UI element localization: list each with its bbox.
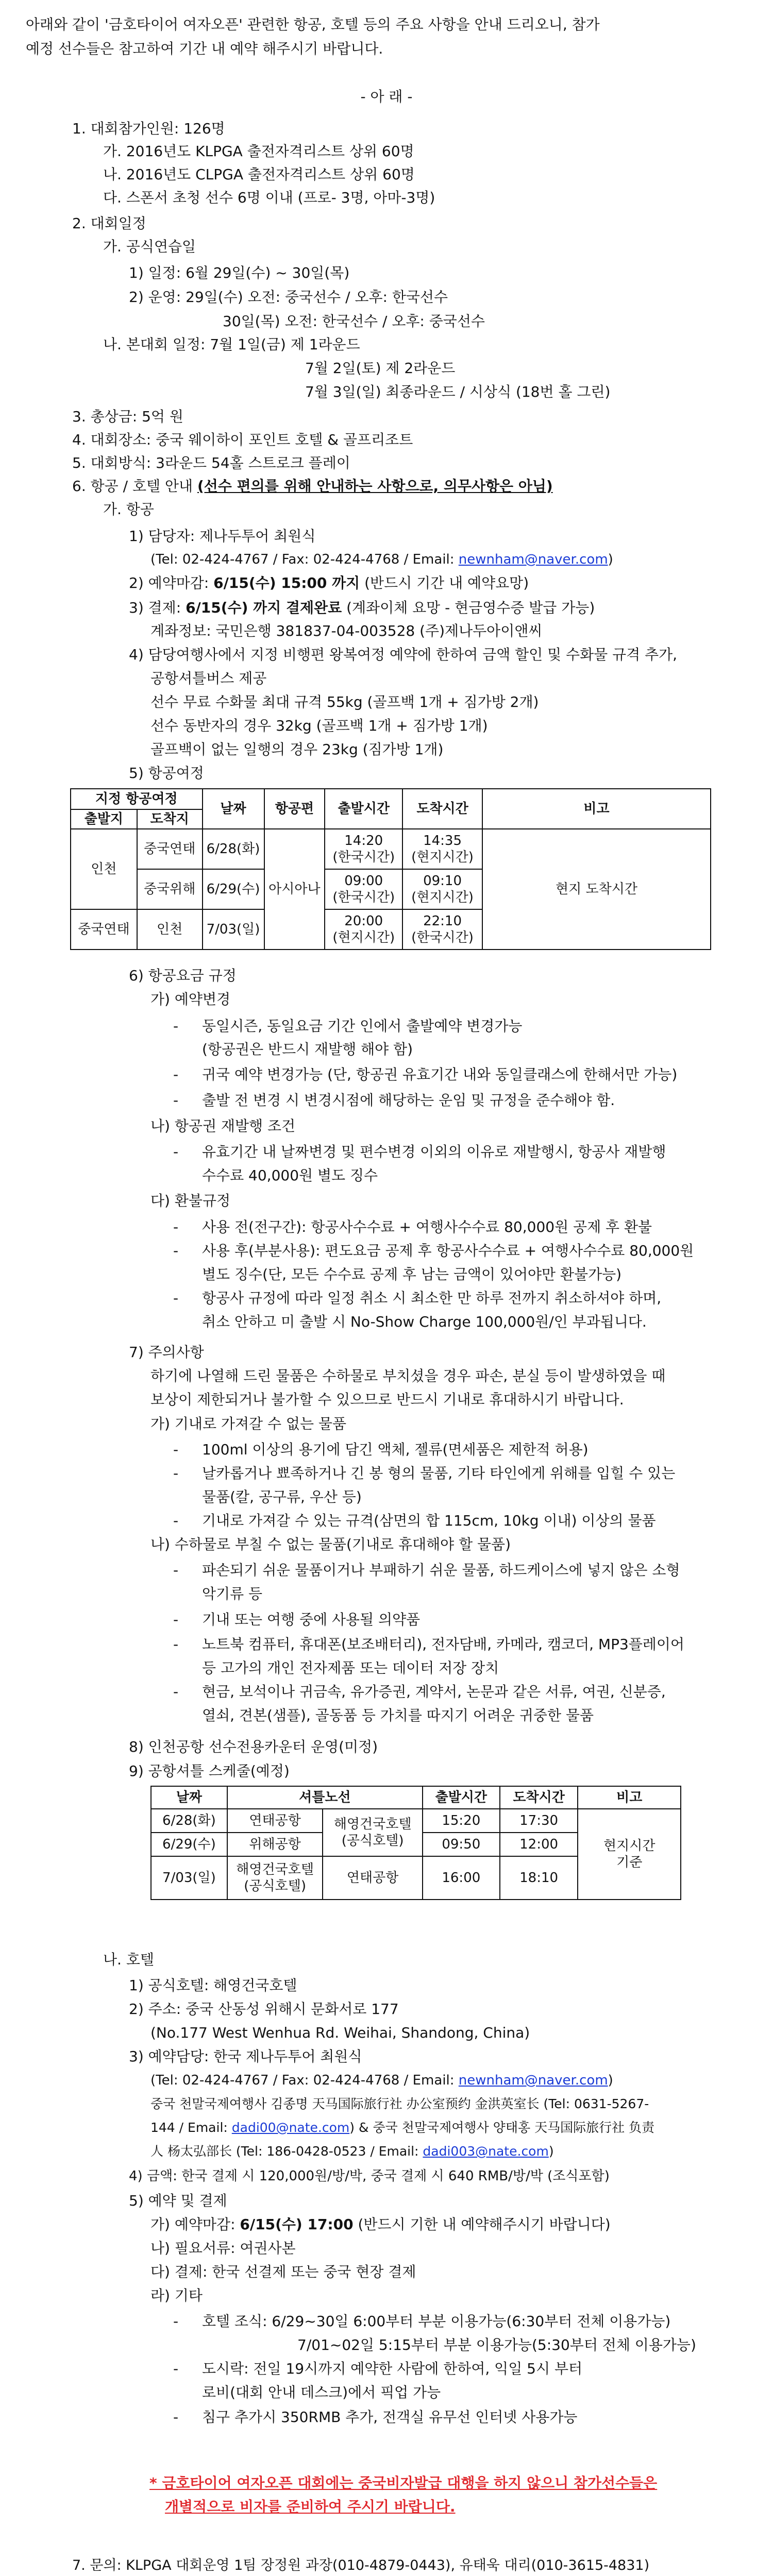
arrival-cell: 17:30 xyxy=(500,1809,578,1833)
origin-cell: 인천 xyxy=(71,829,137,909)
hotel-documents: 나) 필요서류: 여권사본 xyxy=(150,2240,296,2257)
china-agency-contact: 중국 천말국제여행사 김종명 天马国际旅行社 办公室预约 金洪英室长 (Tel: 0631-5267- xyxy=(150,2096,649,2111)
arrival-cell: 14:35 (현지시간) xyxy=(402,829,482,869)
incheon-counter: 8) 인천공항 선수전용카운터 운영(미정) xyxy=(129,1738,378,1755)
list-item: 유효기간 내 날짜변경 및 편수변경 이외의 이유로 재발행시, 항공사 재발행 xyxy=(202,1143,666,1160)
carry-on-heading: 나) 수하물로 부칠 수 없는 물품(기내로 휴대해야 할 물품) xyxy=(150,1536,511,1553)
list-item: 별도 징수(단, 모든 수수료 공제 후 남는 금액이 있어야만 환불가능) xyxy=(202,1266,622,1283)
departure-header: 출발시간 xyxy=(423,1786,500,1809)
baggage-player: 선수 무료 수화물 최대 규격 55kg (골프백 1개 + 짐가방 2개) xyxy=(150,693,539,710)
route-header: 지정 항공여정 xyxy=(71,789,203,809)
section-1-item: 다. 스폰서 초청 선수 6명 이내 (프로- 3명, 아마-3명) xyxy=(103,189,435,206)
bullet-dash: - xyxy=(173,1683,179,1700)
hotel-address: 2) 주소: 중국 산동성 위해시 문화서로 177 xyxy=(129,2001,399,2018)
visa-warning-1: * 금호타이어 여자오픈 대회에는 중국비자발급 대행을 하지 않으니 참가선수들은 xyxy=(149,2475,658,2492)
hotel-deadline: 가) 예약마감: 6/15(수) 17:00 (반드시 기한 내 예약해주시기 바랍니다) xyxy=(150,2216,611,2233)
arrival-cell: 09:10 (현지시간) xyxy=(402,869,482,909)
date-cell: 6/28(화) xyxy=(203,829,264,869)
practice-operation: 2) 운영: 29일(수) 오전: 중국선수 / 오후: 한국선수 xyxy=(129,289,448,306)
arrival-header: 도착시간 xyxy=(500,1786,578,1809)
list-item: 수수료 40,000원 별도 징수 xyxy=(202,1167,378,1184)
flight-itinerary-heading: 5) 항공여정 xyxy=(129,765,204,782)
bullet-dash: - xyxy=(173,1066,179,1083)
caution-text: 보상이 제한되거나 불가할 수 있으므로 반드시 기내로 휴대하시기 바랍니다. xyxy=(150,1391,624,1408)
list-item: 취소 안하고 미 출발 시 No-Show Charge 100,000원/인 부과됩니다. xyxy=(202,1313,647,1330)
china-agency-contact-2: 144 / Email: dadi00@nate.com) & 중국 천말국제여행사 양태홍 天马国际旅行社 负责 xyxy=(150,2120,655,2135)
air-heading: 가. 항공 xyxy=(103,501,154,518)
hotel-contact-details: (Tel: 02-424-4767 / Fax: 02-424-4768 / Email: newnham@naver.com) xyxy=(150,2073,613,2088)
origin-cell: 중국연태 xyxy=(71,909,137,950)
list-item: 100ml 이상의 용기에 담긴 액체, 젤류(면세품은 제한적 허용) xyxy=(202,1441,589,1458)
fare-rules-heading: 6) 항공요금 규정 xyxy=(129,967,237,984)
note-header: 비고 xyxy=(482,789,711,829)
list-item: 항공사 규정에 따라 일정 취소 시 최소한 만 하루 전까지 취소하셔야 하며, xyxy=(202,1290,662,1307)
list-item: 호텔 조식: 6/29~30일 6:00부터 부분 이용가능(6:30부터 전체 이용가능) xyxy=(202,2313,671,2330)
rebooking-heading: 가) 예약변경 xyxy=(150,991,231,1008)
to-cell: 해영건국호텔 (공식호텔) xyxy=(323,1809,423,1856)
bullet-dash: - xyxy=(173,2409,179,2426)
note-cell: 현지시간 기준 xyxy=(578,1809,681,1900)
list-item: 노트북 컴퓨터, 휴대폰(보조배터리), 전자담배, 카메라, 캠코더, MP3플레이어 xyxy=(202,1636,684,1653)
reissue-heading: 나) 항공권 재발행 조건 xyxy=(150,1117,296,1134)
list-item: 물품(칼, 공구류, 우산 등) xyxy=(202,1488,362,1505)
visa-warning-2: 개별적으로 비자를 준비하여 주시기 바랍니다. xyxy=(165,2498,456,2515)
main-event-schedule: 나. 본대회 일정: 7월 1일(금) 제 1라운드 xyxy=(103,336,360,353)
destination-cell: 인천 xyxy=(137,909,203,950)
list-item: (항공권은 반드시 재발행 해야 함) xyxy=(202,1041,413,1058)
date-cell: 6/29(수) xyxy=(151,1833,227,1856)
arrival-cell: 12:00 xyxy=(500,1833,578,1856)
china-agency-contact-3: 人 杨太弘部长 (Tel: 186-0428-0523 / Email: dadi003@nate.com) xyxy=(150,2144,554,2159)
practice-heading: 가. 공식연습일 xyxy=(103,238,196,255)
baggage-companion: 선수 동반자의 경우 32kg (골프백 1개 + 짐가방 1개) xyxy=(150,717,488,734)
route-header: 셔틀노선 xyxy=(227,1786,423,1809)
hotel-payment: 다) 결제: 한국 선결제 또는 중국 현장 결제 xyxy=(150,2263,416,2280)
center-title: - 아 래 - xyxy=(360,88,413,105)
intro-line-2: 예정 선수들은 참고하여 기간 내 예약 해주시기 바랍니다. xyxy=(26,40,383,57)
shuttle-heading: 9) 공항셔틀 스케줄(예정) xyxy=(129,1762,290,1780)
list-item: 기내로 가져갈 수 있는 규격(삼면의 합 115cm, 10kg 이내) 이상의 물품 xyxy=(202,1512,656,1529)
section-1-title: 1. 대회참가인원: 126명 xyxy=(72,120,225,137)
air-contact-details: (Tel: 02-424-4767 / Fax: 02-424-4768 / Email: newnham@naver.com) xyxy=(150,552,613,567)
email-link[interactable]: newnham@naver.com xyxy=(458,2073,608,2088)
email-link[interactable]: dadi003@nate.com xyxy=(423,2144,549,2159)
list-item: 귀국 예약 변경가능 (단, 항공권 유효기간 내와 동일클래스에 한해서만 가능) xyxy=(202,1066,678,1083)
list-item: 동일시즌, 동일요금 기간 인에서 출발예약 변경가능 xyxy=(202,1018,523,1035)
list-item: 사용 전(전구간): 항공사수수료 + 여행사수수료 80,000원 공제 후 환불 xyxy=(202,1218,652,1235)
list-item: 기내 또는 여행 중에 사용될 의약품 xyxy=(202,1611,421,1628)
from-cell: 연태공항 xyxy=(227,1809,323,1833)
hotel-booking-heading: 5) 예약 및 결제 xyxy=(129,2192,227,2209)
bullet-dash: - xyxy=(173,1143,179,1160)
bullet-dash: - xyxy=(173,1242,179,1259)
table-row xyxy=(151,1809,681,1833)
departure-cell: 16:00 xyxy=(423,1856,500,1900)
list-item: 침구 추가시 350RMB 추가, 전객실 유무선 인터넷 사용가능 xyxy=(202,2409,578,2426)
bullet-dash: - xyxy=(173,1218,179,1235)
list-item: 악기류 등 xyxy=(202,1585,263,1602)
flight-table xyxy=(70,788,711,950)
bullet-dash: - xyxy=(173,1465,179,1482)
arrival-cell: 18:10 xyxy=(500,1856,578,1900)
hotel-etc-heading: 라) 기타 xyxy=(150,2287,203,2304)
bullet-dash: - xyxy=(173,1512,179,1529)
destination-cell: 중국위해 xyxy=(137,869,203,909)
intro-line-1: 아래와 같이 '금호타이어 여자오픈' 관련한 항공, 호텔 등의 주요 사항을 안내 드리오니, 참가 xyxy=(26,16,600,33)
email-link[interactable]: newnham@naver.com xyxy=(458,552,608,567)
section-4-venue: 4. 대회장소: 중국 웨이하이 포인트 호텔 & 골프리조트 xyxy=(72,431,413,448)
hotel-heading: 나. 호텔 xyxy=(103,1951,154,1968)
departure-cell: 09:00 (한국시간) xyxy=(325,869,402,909)
air-deadline: 2) 예약마감: 6/15(수) 15:00 까지 (반드시 기간 내 예약요망) xyxy=(129,574,529,591)
table-row xyxy=(71,829,711,869)
air-benefit: 4) 담당여행사에서 지정 비행편 왕복여정 예약에 한하여 금액 할인 및 수화물 규격 추가, xyxy=(129,646,678,663)
list-item: 등 고가의 개인 전자제품 또는 데이터 저장 장치 xyxy=(202,1659,499,1676)
bank-account: 계좌정보: 국민은행 381837-04-003528 (주)제나두아이앤씨 xyxy=(150,622,543,639)
air-contact: 1) 담당자: 제나두투어 최원식 xyxy=(129,528,316,545)
practice-operation-2: 30일(목) 오전: 한국선수 / 오후: 중국선수 xyxy=(223,313,485,330)
date-header: 날짜 xyxy=(151,1786,227,1809)
air-payment: 3) 결제: 6/15(수) 까지 결제완료 (계좌이체 요망 - 현금영수증 발급 가능) xyxy=(129,599,595,616)
from-cell: 해영건국호텔 (공식호텔) xyxy=(227,1856,323,1900)
from-cell: 위해공항 xyxy=(227,1833,323,1856)
departure-cell: 09:50 xyxy=(423,1833,500,1856)
date-cell: 7/03(일) xyxy=(151,1856,227,1900)
round-2: 7월 2일(토) 제 2라운드 xyxy=(305,360,456,377)
arrival-header: 도착시간 xyxy=(402,789,482,829)
airline-cell: 아시아나 xyxy=(264,829,325,950)
baggage-other: 골프백이 없는 일행의 경우 23kg (짐가방 1개) xyxy=(150,741,444,758)
arrival-cell: 22:10 (한국시간) xyxy=(402,909,482,950)
section-6-title: 6. 항공 / 호텔 안내 (선수 편의를 위해 안내하는 사항으로, 의무사항은 아님) xyxy=(72,478,553,495)
note-header: 비고 xyxy=(578,1786,681,1809)
to-cell: 연태공항 xyxy=(323,1856,423,1900)
date-cell: 6/29(수) xyxy=(203,869,264,909)
hotel-address-en: (No.177 West Wenhua Rd. Weihai, Shandong, China) xyxy=(150,2024,530,2041)
section-5-format: 5. 대회방식: 3라운드 54홀 스트로크 플레이 xyxy=(72,454,350,471)
optional-notice: (선수 편의를 위해 안내하는 사항으로, 의무사항은 아님) xyxy=(197,478,553,495)
list-item: 로비(대회 안내 데스크)에서 픽업 가능 xyxy=(202,2384,441,2401)
caution-text: 하기에 나열해 드린 물품은 수하물로 부치셨을 경우 파손, 분실 등이 발생하였을 때 xyxy=(150,1367,666,1384)
section-2-title: 2. 대회일정 xyxy=(72,215,146,232)
list-item: 현금, 보석이나 귀금속, 유가증권, 계약서, 논문과 같은 서류, 여권, 신분증, xyxy=(202,1683,666,1700)
hotel-booking-contact: 3) 예약담당: 한국 제나두투어 최원식 xyxy=(129,2048,362,2065)
air-benefit-2: 공항셔틀버스 제공 xyxy=(150,670,267,687)
hotel-name: 1) 공식호텔: 해영건국호텔 xyxy=(129,1977,297,1994)
hotel-price: 4) 금액: 한국 결제 시 120,000원/방/박, 중국 결제 시 640 RMB/방/박 (조식포함) xyxy=(129,2168,610,2184)
departure-cell: 15:20 xyxy=(423,1809,500,1833)
refund-heading: 다) 환불규정 xyxy=(150,1192,231,1209)
round-3: 7월 3일(일) 최종라운드 / 시상식 (18번 홀 그린) xyxy=(305,383,611,400)
departure-cell: 14:20 (한국시간) xyxy=(325,829,402,869)
bullet-dash: - xyxy=(173,2313,179,2330)
shuttle-table xyxy=(150,1786,681,1900)
list-item: 파손되기 쉬운 물품이거나 부패하기 쉬운 물품, 하드케이스에 넣지 않은 소형 xyxy=(202,1562,680,1579)
bullet-dash: - xyxy=(173,1441,179,1458)
list-item: 도시락: 전일 19시까지 예약한 사람에 한하여, 익일 5시 부터 xyxy=(202,2360,583,2377)
bullet-dash: - xyxy=(173,1636,179,1653)
date-cell: 6/28(화) xyxy=(151,1809,227,1833)
date-cell: 7/03(일) xyxy=(203,909,264,950)
bullet-dash: - xyxy=(173,1562,179,1579)
flight-header: 항공편 xyxy=(264,789,325,829)
list-item: 열쇠, 견본(샘플), 골동품 등 가치를 따지기 어려운 귀중한 물품 xyxy=(202,1707,594,1724)
caution-heading: 7) 주의사항 xyxy=(129,1344,204,1361)
list-item: 사용 후(부분사용): 편도요금 공제 후 항공사수수료 + 여행사수수료 80,000원 xyxy=(202,1242,694,1259)
section-1-item: 나. 2016년도 CLPGA 출전자격리스트 상위 60명 xyxy=(103,166,415,183)
list-item: 7/01~02일 5:15부터 부분 이용가능(5:30부터 전체 이용가능) xyxy=(297,2336,696,2353)
bullet-dash: - xyxy=(173,1018,179,1035)
section-1-item: 가. 2016년도 KLPGA 출전자격리스트 상위 60명 xyxy=(103,143,414,160)
note-cell: 현지 도착시간 xyxy=(482,829,711,950)
email-link[interactable]: dadi00@nate.com xyxy=(231,2120,350,2135)
bullet-dash: - xyxy=(173,2360,179,2377)
bullet-dash: - xyxy=(173,1092,179,1109)
origin-header: 출발지 xyxy=(71,809,137,829)
bullet-dash: - xyxy=(173,1290,179,1307)
list-item: 출발 전 변경 시 변경시점에 해당하는 운임 및 규정을 준수해야 함. xyxy=(202,1092,615,1109)
practice-schedule: 1) 일정: 6월 29일(수) ~ 30일(목) xyxy=(129,264,350,281)
bullet-dash: - xyxy=(173,1611,179,1628)
departure-cell: 20:00 (현지시간) xyxy=(325,909,402,950)
destination-header: 도착지 xyxy=(137,809,203,829)
no-cabin-heading: 가) 기내로 가져갈 수 없는 물품 xyxy=(150,1415,347,1432)
inquiry-contact: 7. 문의: KLPGA 대회운영 1팀 장정원 과장(010-4879-0443), 유태욱 대리(010-3615-4831) xyxy=(72,2557,650,2573)
departure-header: 출발시간 xyxy=(325,789,402,829)
section-3-prize: 3. 총상금: 5억 원 xyxy=(72,408,183,425)
destination-cell: 중국연태 xyxy=(137,829,203,869)
list-item: 날카롭거나 뾰족하거나 긴 봉 형의 물품, 기타 타인에게 위해를 입힐 수 있는 xyxy=(202,1465,676,1482)
date-header: 날짜 xyxy=(203,789,264,829)
